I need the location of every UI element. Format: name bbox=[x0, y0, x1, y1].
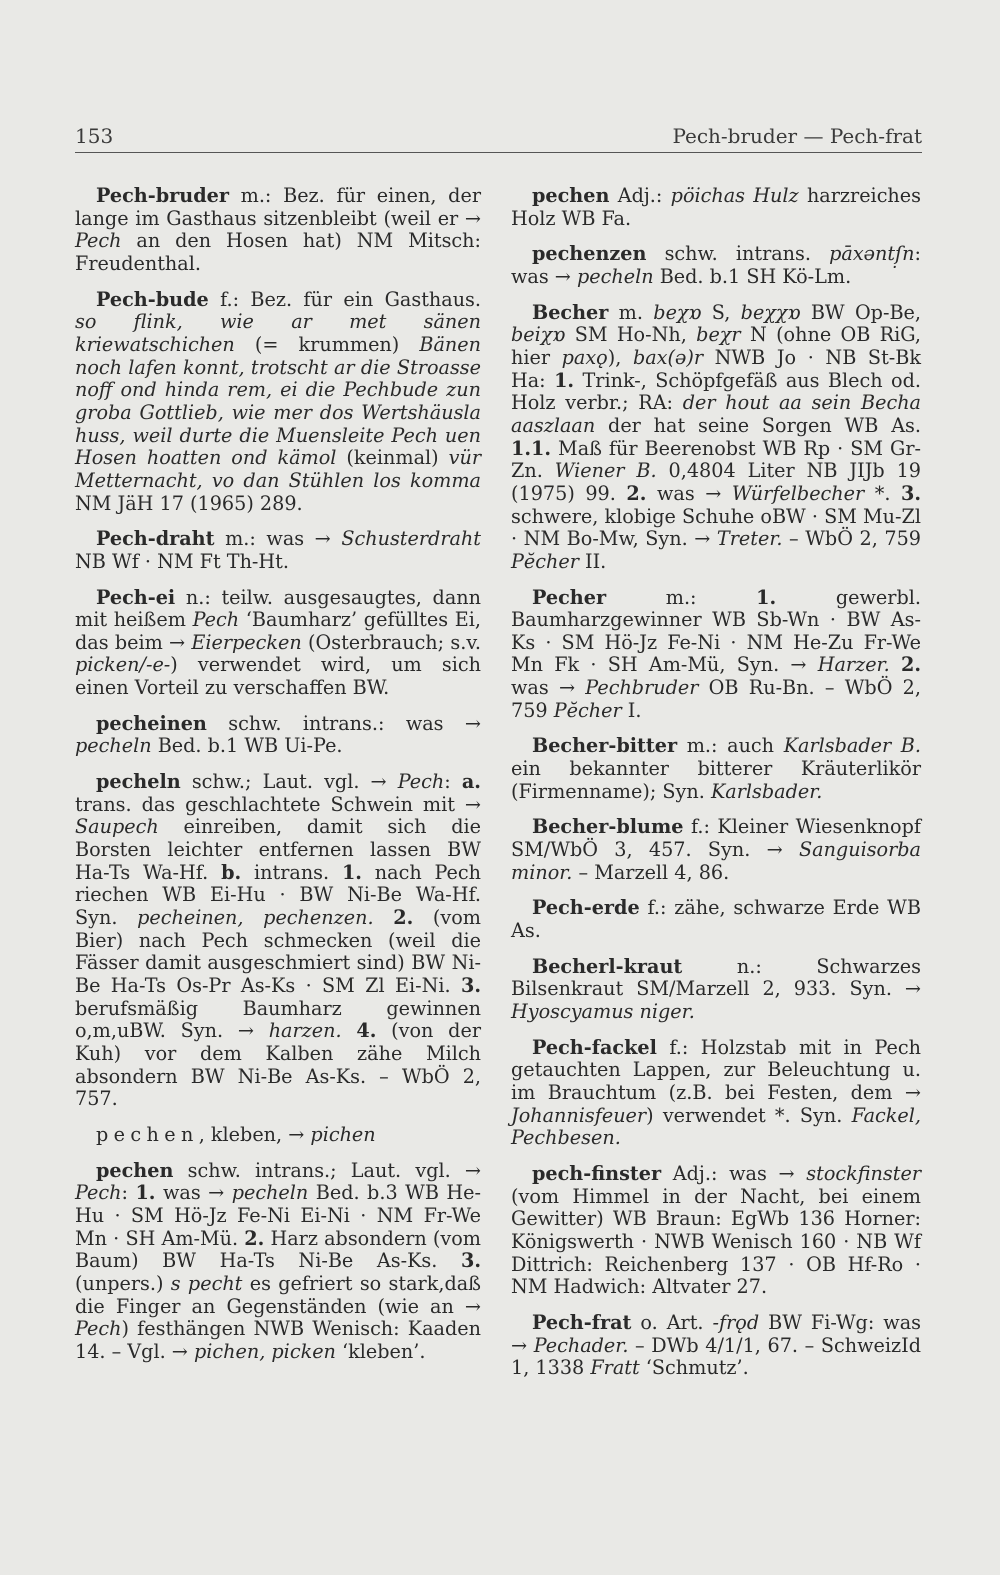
entry-text: harzreiches Holz WB Fa. bbox=[511, 184, 921, 230]
spaced-lemma: pechen bbox=[96, 1122, 199, 1146]
dictionary-entry bbox=[511, 816, 921, 884]
entry-text: ‘Baumharz’ gefülltes Ei, das beim → bbox=[75, 608, 481, 654]
dictionary-entry bbox=[511, 1037, 921, 1150]
italic-text: Pech bbox=[75, 1317, 122, 1341]
italic-text: beχr bbox=[696, 323, 741, 347]
entry-text: n.: teilw. ausgesaugtes, dann mit heißem bbox=[75, 585, 481, 632]
dictionary-entry bbox=[511, 302, 921, 574]
italic-text: Schusterdraht bbox=[341, 527, 481, 551]
italic-text: Pech bbox=[75, 1181, 122, 1205]
entry-text: ) verwendet *. Syn. bbox=[646, 1103, 852, 1127]
italic-text: Pĕcher bbox=[553, 698, 622, 722]
dictionary-entry bbox=[511, 185, 921, 230]
sense-number: 1.1. bbox=[511, 436, 552, 460]
entry-text: einreiben, damit sich die Borsten leichter entfernen lassen BW Ha-Ts Wa-Hf. bbox=[75, 815, 481, 884]
entry-text: n.: Schwarzes Bilsenkraut SM/Marzell 2, 933. Syn. → bbox=[511, 954, 921, 1001]
entry-text: Bed. b.1 WB Ui-Pe. bbox=[151, 734, 343, 758]
entry-text: (vom Bier) nach Pech schmecken (weil die Fässer damit ausgeschmiert sind) BW Ni-Be Ha-Ts Os-Pr As-Ks · SM Zl Ei-Ni. bbox=[75, 906, 481, 997]
italic-text: pecheln bbox=[231, 1181, 309, 1205]
entry-headword: Pecher bbox=[532, 585, 607, 609]
entry-text: Harz absondern (vom Baum) BW Ha-Ts Ni-Be As-Ks. bbox=[75, 1226, 482, 1273]
entry-headword: Becher-bitter bbox=[532, 734, 678, 758]
dictionary-entry bbox=[75, 185, 481, 276]
italic-text: Fackel, Pechbesen. bbox=[511, 1103, 921, 1150]
entry-text: Maß für Beerenobst WB Rp · SM Gr-Zn. bbox=[511, 436, 921, 483]
entry-text: an den Hosen hat) NM Mitsch: Freudenthal. bbox=[75, 229, 481, 275]
entry-text: S, bbox=[701, 300, 741, 324]
entry-text: f.: zähe, schwarze Erde WB As. bbox=[511, 896, 921, 943]
italic-text: beχɒ bbox=[653, 300, 702, 324]
entry-text: – WbÖ 2, 759 bbox=[782, 527, 922, 551]
dictionary-entry bbox=[511, 1163, 921, 1299]
entry-headword: Pech-bruder bbox=[96, 184, 229, 207]
sense-number: 2. bbox=[244, 1226, 265, 1250]
entry-text: ) verwendet wird, um sich einen Vorteil zu verschaffen BW. bbox=[75, 653, 481, 700]
sense-number: 1. bbox=[756, 585, 777, 609]
italic-text: Wiener B. bbox=[554, 459, 657, 483]
dictionary-entry bbox=[75, 771, 481, 1111]
entry-text: , kleben, → bbox=[198, 1122, 311, 1146]
sense-number: 2. bbox=[393, 906, 414, 930]
italic-text: beχχɒ bbox=[740, 300, 801, 324]
dictionary-entry bbox=[75, 587, 481, 700]
entry-text: ‘kleben’. bbox=[335, 1339, 426, 1363]
header-rule bbox=[75, 152, 922, 153]
italic-text: Pech bbox=[397, 770, 445, 794]
entry-text: Trink-, Schöpfgefäß aus Blech od. Holz verbr.; RA: bbox=[511, 368, 921, 415]
entry-text: schwere, klobige Schuhe oBW · SM Mu-Zl · NM Bo-Mw, Syn. → bbox=[511, 504, 921, 551]
italic-text: pichen, picken bbox=[193, 1339, 336, 1363]
right-column bbox=[511, 185, 921, 1393]
entry-text: Bed. b.3 WB He-Hu · SM Hö-Jz Fe-Ni Ei-Ni · NM Fr-We Mn · SH Am-Mü. bbox=[75, 1181, 481, 1250]
entry-text bbox=[890, 653, 901, 676]
entry-text: : was → bbox=[511, 242, 921, 288]
italic-text: Sanguisorba minor. bbox=[511, 838, 921, 884]
sense-number: 4. bbox=[356, 1019, 377, 1043]
italic-text: picken/-e- bbox=[75, 653, 171, 677]
dictionary-entry bbox=[511, 897, 921, 942]
entry-text: NM JäH 17 (1965) 289. bbox=[75, 491, 303, 515]
entry-text: m.: Bez. für einen, der lange im Gasthaus sitzenbleibt (weil er → bbox=[75, 184, 481, 230]
entry-headword: pechen bbox=[532, 184, 610, 207]
entry-text: (von der Kuh) vor dem Kalben zähe Milch absondern BW Ni-Be As-Ks. – WbÖ 2, 757. bbox=[75, 1019, 481, 1111]
entry-text: schw. intrans.: was → bbox=[206, 711, 481, 735]
entry-text: NWB Jo · NB St-Bk Ha: bbox=[511, 345, 921, 392]
italic-text: beiχɒ bbox=[511, 323, 566, 347]
entry-text: Adj.: bbox=[609, 184, 671, 207]
entry-headword: Becher-blume bbox=[532, 815, 684, 839]
italic-text: Pĕcher bbox=[511, 549, 579, 573]
entry-headword: Pech-bude bbox=[96, 287, 209, 311]
sense-number: 1. bbox=[135, 1181, 156, 1205]
italic-text: der hout aa sein Becha aaszlaan bbox=[511, 391, 921, 437]
entry-text: – DWb 4/1/1, 67. – SchweizId 1, 1338 bbox=[511, 1333, 921, 1380]
italic-text: Karlsbader B. bbox=[783, 734, 921, 758]
entry-text: (keinmal) bbox=[336, 446, 449, 470]
sense-number: 3. bbox=[900, 481, 921, 505]
entry-headword: Pech-ei bbox=[96, 585, 176, 609]
sense-number: 2. bbox=[900, 653, 921, 677]
dictionary-entry bbox=[75, 528, 481, 573]
italic-text: Saupech bbox=[75, 815, 159, 839]
entry-headword: pecheinen bbox=[96, 711, 207, 735]
entry-text: nach Pech riechen WB Ei-Hu · BW Ni-Be Wa-Hf. Syn. bbox=[75, 860, 481, 930]
entry-headword: Becherl-kraut bbox=[532, 954, 683, 978]
entry-text: intrans. bbox=[241, 860, 342, 884]
italic-text: Johannisfeuer bbox=[511, 1103, 647, 1127]
italic-text: harzen. bbox=[268, 1019, 342, 1043]
sense-number: 1. bbox=[554, 368, 575, 392]
page-header bbox=[75, 124, 922, 148]
entry-text: o. Art. bbox=[631, 1310, 713, 1334]
entry-text: m.: auch bbox=[677, 734, 784, 758]
entry-text: schw.; Laut. vgl. → bbox=[180, 770, 398, 794]
entry-text: ), bbox=[607, 345, 633, 369]
left-column bbox=[75, 185, 481, 1377]
italic-text: paxǫ bbox=[561, 345, 608, 369]
italic-text: pichen bbox=[310, 1122, 376, 1146]
italic-text: pecheln bbox=[577, 264, 654, 288]
entry-text: ‘Schmutz’. bbox=[639, 1356, 749, 1380]
italic-text: pöichas Hulz bbox=[670, 184, 799, 207]
entry-headword: pech-finster bbox=[532, 1161, 662, 1185]
entry-text: N (ohne OB RiG, hier bbox=[511, 323, 921, 369]
entry-headword: Pech-erde bbox=[532, 896, 640, 920]
entry-text: BW Fi-Wg: was → bbox=[511, 1310, 921, 1357]
entry-text: BW Op-Be, bbox=[800, 300, 921, 324]
entry-text: OB Ru-Bn. – WbÖ 2, 759 bbox=[511, 676, 921, 722]
dictionary-entry bbox=[511, 1312, 921, 1380]
sense-number: 3. bbox=[460, 974, 481, 997]
entry-text: m. bbox=[608, 300, 654, 324]
entry-text: m.: bbox=[606, 585, 757, 609]
italic-text: Bänen noch lafen konnt, trotscht ar die Stroasse noff ond hinda rem, ei die Pechbude zun groba Gottlieb, wie mer dos Wertshäusla huss, weil durte die Muensleite Pech uen Hosen hoatten ond kämol bbox=[75, 332, 481, 470]
entry-text: f.: Holzstab mit in Pech getauchten Lappen, zur Beleuchtung u. im Brauchtum (z.B. bei Festen, dem → bbox=[511, 1035, 921, 1104]
entry-text bbox=[374, 906, 394, 929]
entry-text: SM Ho-Nh, bbox=[565, 323, 697, 347]
entry-text: m.: was → bbox=[214, 527, 342, 551]
italic-text: Treter. bbox=[716, 527, 783, 551]
italic-text: Eierpecken bbox=[191, 630, 302, 654]
entry-text: 0,4804 Liter NB JIJb 19 (1975) 99. bbox=[511, 459, 922, 505]
entry-text: was → bbox=[511, 676, 586, 700]
dictionary-entry bbox=[511, 243, 921, 288]
page-number: 153 bbox=[75, 124, 114, 148]
entry-text: – Marzell 4, 86. bbox=[572, 860, 730, 884]
running-title: Pech-bruder — Pech-frat bbox=[672, 124, 922, 148]
sense-number: 2. bbox=[626, 481, 647, 505]
italic-text: vür Metternacht, vo dan Stühlen los komma bbox=[75, 446, 482, 492]
sense-number: b. bbox=[221, 860, 242, 884]
entry-text: (= krummen) bbox=[234, 332, 420, 356]
entry-text: was → bbox=[646, 481, 732, 505]
entry-headword: Becher bbox=[532, 300, 609, 324]
entry-headword: pecheln bbox=[96, 770, 181, 794]
dictionary-entry bbox=[511, 956, 921, 1024]
sense-number: a. bbox=[461, 770, 481, 794]
italic-text: s pecht bbox=[170, 1271, 243, 1295]
dictionary-entry bbox=[75, 713, 481, 758]
entry-text: f.: Kleiner Wiesenknopf SM/WbÖ 3, 457. Syn. → bbox=[511, 815, 921, 862]
italic-text: Fratt bbox=[590, 1356, 640, 1380]
entry-text: trans. das geschlachtete Schwein mit → bbox=[75, 792, 481, 816]
entry-text: (vom Himmel in der Nacht, bei einem Gewitter) WB Braun: EgWb 136 Horner: Königswerth · NWB Wenisch 160 · NB Wf Dittrich: Reichenberg 137 · OB Hf-Ro · NM Hadwich: Altvater 27. bbox=[511, 1184, 921, 1299]
italic-text: pecheln bbox=[75, 734, 152, 758]
sense-number: 3. bbox=[460, 1249, 481, 1273]
entry-text: II. bbox=[578, 549, 607, 573]
entry-text: gewerbl. Baumharzgewinner WB Sb-Wn · BW As-Ks · SM Hö-Jz Fe-Ni · NM He-Zu Fr-We Mn Fk · SH Am-Mü, Syn. → bbox=[511, 585, 921, 677]
italic-text: pāxəntſ̣n bbox=[829, 242, 915, 266]
entry-text: NB Wf · NM Ft Th-Ht. bbox=[75, 549, 289, 573]
entry-text: was → bbox=[155, 1181, 232, 1205]
entry-text: der hat seine Sorgen WB As. bbox=[595, 413, 921, 437]
entry-text: (unpers.) bbox=[75, 1271, 171, 1295]
entry-headword: Pech-draht bbox=[96, 527, 215, 551]
entry-text: I. bbox=[621, 698, 642, 722]
italic-text: Harzer. bbox=[817, 653, 890, 677]
dictionary-entry bbox=[511, 735, 921, 803]
entry-headword: Pech-frat bbox=[532, 1310, 632, 1334]
italic-text: pecheinen, pechenzen. bbox=[137, 906, 374, 930]
sense-number: 1. bbox=[341, 860, 362, 884]
italic-text: Pechbruder bbox=[585, 676, 699, 700]
entry-text: : bbox=[444, 770, 462, 794]
entry-headword: Pech-fackel bbox=[532, 1035, 657, 1059]
dictionary-entry bbox=[75, 1124, 481, 1147]
entry-text: (Osterbrauch; s.v. bbox=[301, 630, 481, 654]
entry-text: f.: Bez. für ein Gasthaus. bbox=[208, 287, 481, 311]
entry-text: es gefriert so stark,daß die Finger an Gegenständen (wie an → bbox=[75, 1271, 481, 1318]
italic-text: Pech bbox=[192, 608, 240, 632]
dictionary-entry bbox=[511, 587, 921, 723]
italic-text: bax(ə)r bbox=[632, 345, 703, 369]
entry-text: : bbox=[121, 1181, 136, 1205]
italic-text: Pechader. bbox=[533, 1333, 629, 1357]
entry-headword: pechen bbox=[96, 1158, 174, 1182]
dictionary-entry bbox=[75, 289, 481, 516]
entry-text: schw. intrans.; Laut. vgl. → bbox=[173, 1158, 481, 1182]
italic-text: Karlsbader. bbox=[710, 779, 823, 803]
entry-text: berufsmäßig Baumharz gewinnen o,m,uBW. Syn. → bbox=[75, 996, 481, 1043]
italic-text: Würfelbecher bbox=[731, 481, 865, 505]
entry-headword: pechenzen bbox=[532, 242, 647, 266]
italic-text: Pech bbox=[75, 229, 122, 253]
entry-text: ein bekannter bitterer Kräuterlikör (Firmenname); Syn. bbox=[511, 757, 921, 803]
entry-text: schw. intrans. bbox=[646, 242, 830, 266]
entry-text: ) festhängen NWB Wenisch: Kaaden 14. – Vgl. → bbox=[75, 1317, 481, 1363]
italic-text: stockfinster bbox=[806, 1161, 921, 1185]
entry-text: Bed. b.1 SH Kö-Lm. bbox=[653, 264, 852, 288]
italic-text: so flink, wie ar met sänen kriewatschichen bbox=[75, 310, 481, 356]
italic-text: Hyoscyamus niger. bbox=[511, 1000, 695, 1023]
dictionary-entry bbox=[75, 1160, 481, 1364]
italic-text: -frǫd bbox=[712, 1310, 760, 1334]
entry-text: Adj.: was → bbox=[661, 1161, 807, 1185]
entry-text bbox=[342, 1019, 357, 1042]
entry-text: *. bbox=[864, 481, 901, 505]
